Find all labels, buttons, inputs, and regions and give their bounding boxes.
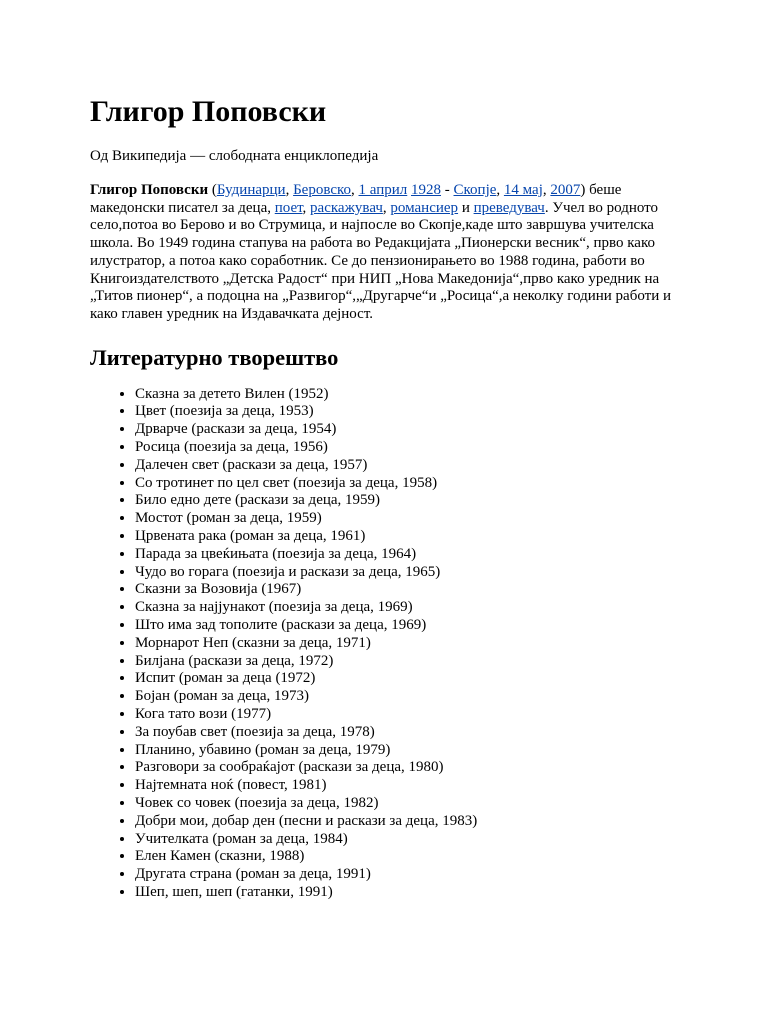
- link-birth-year[interactable]: 1928: [411, 182, 442, 198]
- list-item: • Бојан (роман за деца, 1973): [135, 688, 678, 706]
- list-item: • Морнарот Неп (сказни за деца, 1971): [135, 635, 678, 653]
- link-berovo[interactable]: Беровско: [293, 182, 352, 198]
- list-item: • Учителката (роман за деца, 1984): [135, 831, 678, 849]
- list-item: • Испит (роман за деца (1972): [135, 670, 678, 688]
- link-poet[interactable]: поет: [274, 199, 303, 216]
- list-item: • Дрварче (раскази за деца, 1954): [135, 421, 678, 439]
- link-skopje[interactable]: Скопје: [453, 182, 497, 198]
- section-heading: Литературно творештво: [90, 344, 339, 370]
- punctuation: (: [208, 182, 217, 198]
- link-death-year[interactable]: 2007: [550, 182, 581, 198]
- list-item: • Далечен свет (раскази за деца, 1957): [135, 457, 678, 475]
- list-item: • Добри мои, добар ден (песни и раскази за деца, 1983): [135, 813, 678, 831]
- list-item: • Цвет (поезија за деца, 1953): [135, 403, 678, 421]
- intro-text: ) беше македонски писател за деца,: [90, 182, 622, 216]
- list-item: • Билјана (раскази за деца, 1972): [135, 653, 678, 671]
- punctuation: ,: [496, 182, 504, 198]
- list-item: • За поубав свет (поезија за деца, 1978): [135, 724, 678, 742]
- list-item: • Црвената рака (роман за деца, 1961): [135, 528, 678, 546]
- intro-paragraph: [90, 182, 678, 324]
- site-tagline: Од Википедија — слободната енциклопедија: [90, 148, 379, 164]
- list-item: • Било едно дете (раскази за деца, 1959): [135, 492, 678, 510]
- page-title: Глигор Поповски: [90, 95, 327, 128]
- list-item: • Мостот (роман за деца, 1959): [135, 510, 678, 528]
- punctuation: ,: [542, 182, 551, 198]
- link-budinarci[interactable]: Будинарци: [216, 182, 286, 198]
- list-item: • Парада за цвеќињата (поезија за деца, 1964): [135, 546, 678, 564]
- list-item: • Сказна за детето Вилен (1952): [135, 386, 678, 404]
- link-storyteller[interactable]: раскажувач: [310, 199, 383, 216]
- list-item: • Човек со човек (поезија за деца, 1982): [135, 795, 678, 813]
- list-item: • Најтемната ноќ (повест, 1981): [135, 777, 678, 795]
- punctuation: ,: [351, 182, 359, 198]
- intro-text: . Учел во родното село,потоа во Берово и во Струмица, и најпосле во Скопје,каде што завршува учителска школа. Во 1949 година стапува на работа во Редакцијата „Пионерски весник“, прво како илустратор, а потоа како соработник. Се до пензионирањето во 1988 година, работи во Книгоиздателството „Детска Радост“ при НИП „Нова Македонија“,прво како уредник на „Титов пионер“, а подоцна на „Развигор“,„Другарче“и „Росица“,а неколку години работи и како главен уредник на Издавачката дејност.: [90, 199, 672, 322]
- list-item: • Чудо во горага (поезија и раскази за деца, 1965): [135, 564, 678, 582]
- link-death-date[interactable]: 14 мај: [503, 182, 543, 198]
- punctuation: ,: [382, 199, 391, 216]
- list-item: • Сказна за најјунакот (поезија за деца, 1969): [135, 599, 678, 617]
- list-item: • Другата страна (роман за деца, 1991): [135, 866, 678, 884]
- link-birth-date[interactable]: 1 април: [358, 182, 408, 198]
- list-item: • Планино, убавино (роман за деца, 1979): [135, 742, 678, 760]
- punctuation: ,: [302, 199, 311, 216]
- list-item: • Разговори за сообраќајот (раскази за деца, 1980): [135, 759, 678, 777]
- list-item: • Росица (поезија за деца, 1956): [135, 439, 678, 457]
- punctuation: и: [458, 199, 474, 216]
- link-novelist[interactable]: романсиер: [390, 199, 459, 216]
- list-item: • Кога тато вози (1977): [135, 706, 678, 724]
- list-item: • Што има зад тополите (раскази за деца, 1969): [135, 617, 678, 635]
- works-list: [90, 386, 678, 902]
- punctuation: ,: [285, 182, 294, 198]
- punctuation: -: [441, 182, 454, 198]
- list-item: • Шеп, шеп, шеп (гатанки, 1991): [135, 884, 678, 902]
- list-item: • Елен Камен (сказни, 1988): [135, 848, 678, 866]
- list-item: • Сказни за Возовија (1967): [135, 581, 678, 599]
- list-item: • Со тротинет по цел свет (поезија за деца, 1958): [135, 475, 678, 493]
- subject-name: Глигор Поповски: [90, 182, 209, 198]
- link-translator[interactable]: преведувач: [473, 199, 545, 216]
